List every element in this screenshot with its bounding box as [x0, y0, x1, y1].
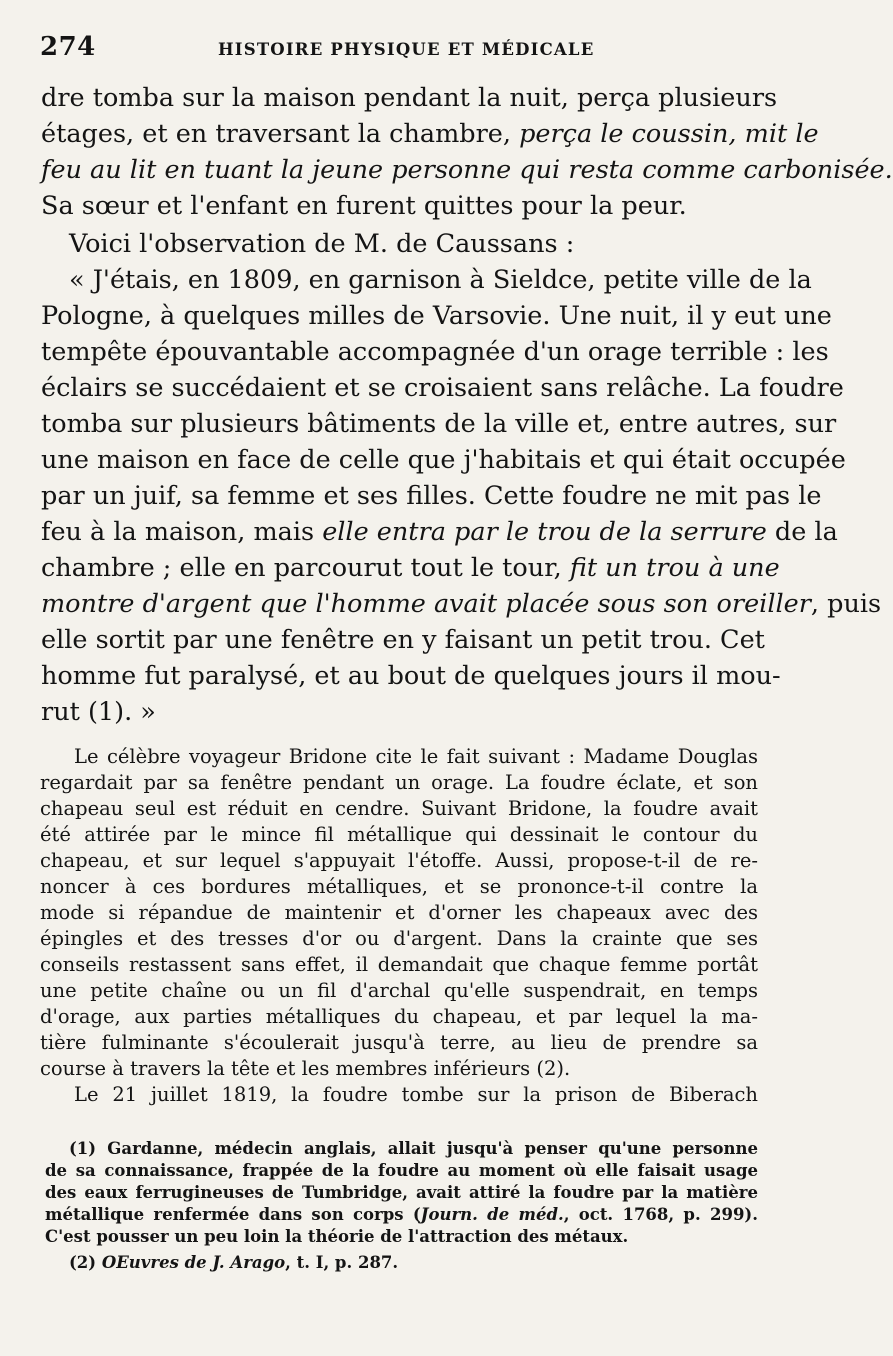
running-head: HISTOIRE PHYSIQUE ET MÉDICALE: [218, 40, 595, 59]
text-line: une maison en face de celle que j'habitais et qui était occupée: [41, 445, 846, 475]
text-line: une petite chaîne ou un fil d'archal qu'elle suspendrait, en temps: [40, 979, 758, 1002]
text-line: épingles et des tresses d'or ou d'argent. Dans la crainte que ses: [40, 927, 758, 950]
footnote-line: métallique renfermée dans son corps (Journ. de méd., oct. 1768, p. 299).: [45, 1205, 758, 1224]
footnote-line: (2) OEuvres de J. Arago, t. I, p. 287.: [69, 1253, 399, 1272]
text-line: noncer à ces bordures métalliques, et se prononce-t-il contre la: [40, 875, 758, 898]
text-line: dre tomba sur la maison pendant la nuit, perça plusieurs: [41, 83, 778, 113]
text-line: Pologne, à quelques milles de Varsovie. Une nuit, il y eut une: [41, 301, 832, 331]
text-line: par un juif, sa femme et ses filles. Cette foudre ne mit pas le: [41, 481, 822, 511]
footnote-line: des eaux ferrugineuses de Tumbridge, avait attiré la foudre par la matière: [45, 1183, 758, 1202]
text-line: chapeau seul est réduit en cendre. Suivant Bridone, la foudre avait: [40, 797, 758, 820]
page-header: [40, 32, 758, 66]
text-line: homme fut paralysé, et au bout de quelques jours il mou-: [41, 661, 781, 691]
text-line: chapeau, et sur lequel s'appuyait l'étoffe. Aussi, propose-t-il de re-: [40, 849, 758, 872]
text-line: montre d'argent que l'homme avait placée sous son oreiller, puis: [41, 589, 882, 619]
text-line: Voici l'observation de M. de Caussans :: [69, 229, 575, 259]
text-line: feu au lit en tuant la jeune personne qui resta comme carbonisée.: [41, 155, 893, 185]
text-line: mode si répandue de maintenir et d'orner les chapeaux avec des: [40, 901, 758, 924]
text-line: regardait par sa fenêtre pendant un orage. La foudre éclate, et son: [40, 771, 758, 794]
text-line: conseils restassent sans effet, il demandait que chaque femme portât: [40, 953, 758, 976]
text-line: d'orage, aux parties métalliques du chapeau, et par lequel la ma-: [40, 1005, 758, 1028]
text-line: elle sortit par une fenêtre en y faisant un petit trou. Cet: [41, 625, 765, 655]
text-line: chambre ; elle en parcourut tout le tour, fit un trou à une: [41, 553, 780, 583]
page-number: 274: [40, 32, 96, 62]
text-line: tomba sur plusieurs bâtiments de la ville et, entre autres, sur: [41, 409, 837, 439]
text-line: Sa sœur et l'enfant en furent quittes pour la peur.: [41, 191, 687, 221]
text-line: course à travers la tête et les membres inférieurs (2).: [40, 1057, 571, 1080]
text-line: éclairs se succédaient et se croisaient sans relâche. La foudre: [41, 373, 844, 403]
footnote-line: (1) Gardanne, médecin anglais, allait jusqu'à penser qu'une personne: [69, 1139, 758, 1158]
footnote-line: de sa connaissance, frappée de la foudre au moment où elle faisait usage: [45, 1161, 758, 1180]
text-line: « J'étais, en 1809, en garnison à Sieldce, petite ville de la: [69, 265, 812, 295]
text-line: rut (1). »: [41, 697, 156, 727]
text-line: feu à la maison, mais elle entra par le trou de la serrure de la: [41, 517, 838, 547]
text-line: étages, et en traversant la chambre, perça le coussin, mit le: [41, 119, 819, 149]
text-line: tempête épouvantable accompagnée d'un orage terrible : les: [41, 337, 829, 367]
footnote-line: C'est pousser un peu loin la théorie de l'attraction des métaux.: [45, 1227, 629, 1246]
text-line: Le célèbre voyageur Bridone cite le fait suivant : Madame Douglas: [74, 745, 758, 768]
text-line: tière fulminante s'écoulerait jusqu'à terre, au lieu de prendre sa: [40, 1031, 758, 1054]
text-line: Le 21 juillet 1819, la foudre tombe sur la prison de Biberach: [74, 1083, 758, 1106]
text-line: été attirée par le mince fil métallique qui dessinait le contour du: [40, 823, 758, 846]
